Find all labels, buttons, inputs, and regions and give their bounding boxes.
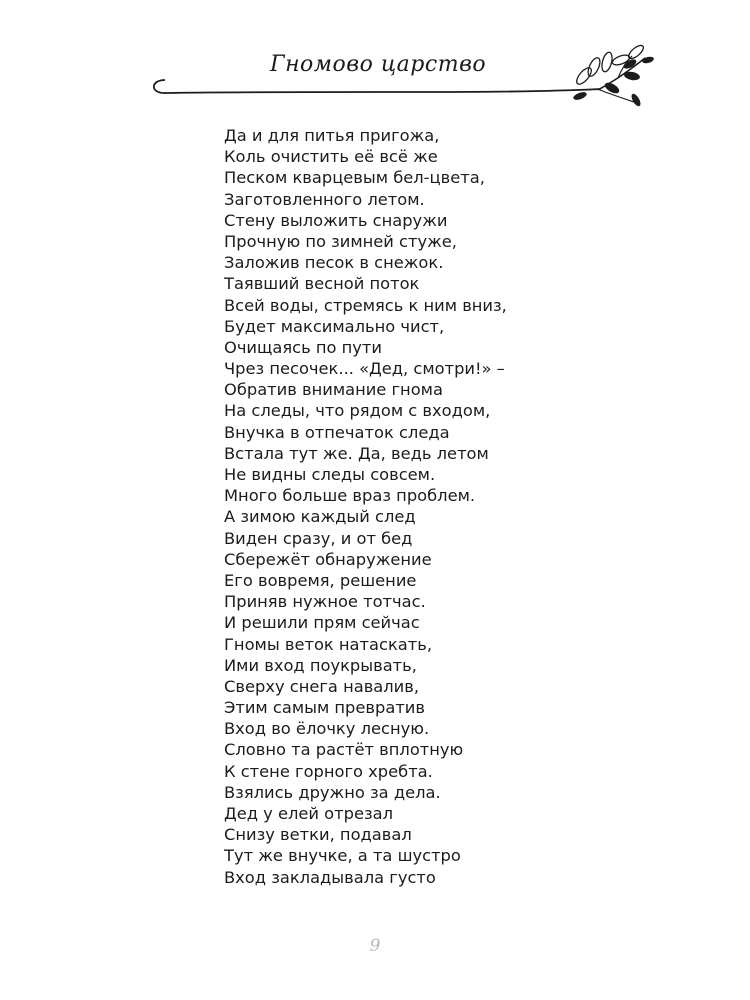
poem-line: А зимою каждый след (224, 507, 416, 527)
poem-line: На следы, что рядом с входом, (224, 401, 491, 421)
poem-line: Гномы веток натаскать, (224, 634, 433, 654)
poem-line: Вход во ёлочку лесную. (224, 719, 430, 739)
poem-line: Его вовремя, решение (224, 570, 417, 590)
page-number: 9 (369, 936, 381, 956)
poem-line: К стене горного хребта. (224, 761, 433, 781)
header-rule (154, 80, 600, 93)
poem-line: Таявший весной поток (224, 274, 420, 294)
poem-line: Чрез песочек... «Дед, смотри!» – (224, 359, 505, 379)
poem-line: Песком кварцевым бел-цвета, (224, 168, 485, 188)
poem-line: Словно та растёт вплотную (224, 740, 464, 760)
poem-line: Внучка в отпечаток следа (224, 422, 450, 442)
poem-line: Виден сразу, и от бед (224, 528, 413, 548)
poem-line: Будет максимально чист, (224, 316, 445, 336)
poem-line: Вход закладывала густо (224, 867, 436, 887)
poem-line: Всей воды, стремясь к ним вниз, (224, 295, 507, 315)
poem-line: Дед у елей отрезал (224, 804, 394, 823)
poem-line: Стену выложить снаружи (224, 210, 448, 230)
page-header (0, 0, 750, 110)
leafy-branch-icon (572, 43, 654, 108)
poem-line: Сбережёт обнаружение (224, 549, 432, 569)
poem-line: Заложив песок в снежок. (224, 253, 444, 273)
poem-line: Много больше враз проблем. (224, 486, 476, 506)
poem-line: Встала тут же. Да, ведь летом (224, 443, 489, 463)
poem-line: Тут же внучке, а та шустро (224, 846, 461, 866)
poem-line: Ими вход поукрывать, (224, 655, 417, 675)
poem-line: Обратив внимание гнома (224, 380, 443, 400)
poem-line: Очищаясь по пути (224, 337, 382, 357)
poem-line: Заготовленного летом. (224, 189, 425, 209)
poem-line: Сверху снега навалив, (224, 676, 420, 696)
poem-line: И решили прям сейчас (224, 613, 420, 633)
poem-line: Снизу ветки, подавал (224, 825, 412, 845)
poem-line: Приняв нужное тотчас. (224, 592, 426, 612)
poem-line: Прочную по зимней стуже, (224, 231, 457, 251)
poem-line: Коль очистить её всё же (224, 147, 438, 167)
poem-line: Да и для питья пригожа, (224, 126, 440, 145)
poem-text (224, 125, 507, 888)
poem-line: Взялись дружно за дела. (224, 782, 441, 802)
poem-line: Этим самым превратив (224, 698, 425, 718)
running-title: Гномово царство (270, 52, 487, 77)
poem-line: Не видны следы совсем. (224, 465, 436, 484)
